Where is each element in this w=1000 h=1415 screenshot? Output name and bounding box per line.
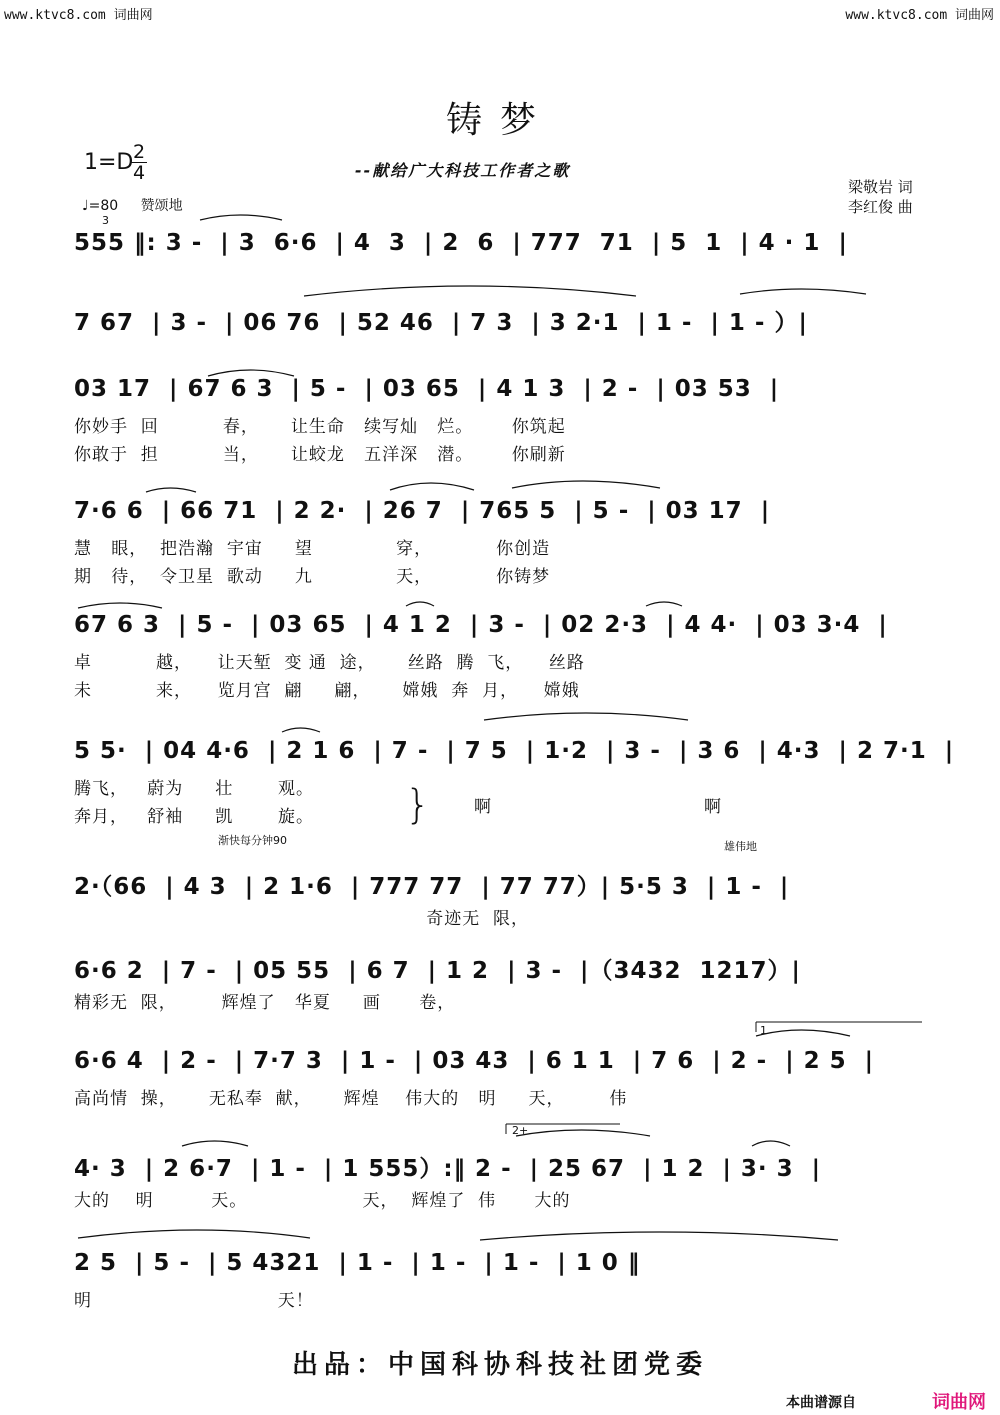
song-title: 铸梦 (445, 100, 554, 141)
site-logo[interactable]: 词曲网 (932, 1392, 986, 1413)
lyrics-line-6a: 腾飞， 蔚为 壮 观。 (74, 779, 315, 799)
lyrics-line-3a: 你妙手 回 春， 让生命 续写灿 烂。 你筑起 (74, 417, 566, 437)
brace: } (405, 782, 431, 828)
lyrics-line-9: 高尚情 操， 无私奉 献， 辉煌 伟大的 明 天， 伟 (74, 1089, 628, 1109)
volta-1: 1 (760, 1024, 767, 1037)
expression: 赞颂地 (140, 198, 183, 214)
lyrics-line-7: 奇迹无 限， (74, 909, 530, 929)
source-label: 本曲谱源自 (786, 1395, 856, 1411)
interjection-1: 啊 (474, 797, 492, 817)
majestic-mark: 雄伟地 (724, 840, 757, 853)
triplet-mark: 3 (102, 214, 109, 227)
tempo-mark: ♩=80 (82, 198, 119, 214)
composer: 李红俊 曲 (848, 198, 913, 216)
time-bottom: 4 (132, 162, 146, 184)
lyrics-line-5b: 未 来， 览月宫 翩 翩， 嫦娥 奔 月， 嫦娥 (74, 681, 580, 701)
score-line-4: 7·6 6 | 66 71 | 2 2· | 26 7 | 765 5 | 5 - | 03 17 | (74, 498, 771, 524)
lyrics-line-11: 明 天！ (74, 1291, 314, 1311)
score-line-2: 7 67 | 3 - | 06 76 | 52 46 | 7 3 | 3 2·1 | 1 - | 1 - ）| (74, 310, 808, 336)
watermark-left: www.ktvc8.com 词曲网 (4, 8, 153, 23)
lyrics-line-10: 大的 明 天。 天， 辉煌了 伟 大的 (74, 1191, 571, 1211)
lyrics-line-5a: 卓 越， 让天堑 变 通 途， 丝路 腾 飞， 丝路 (74, 653, 585, 673)
lyrics-line-4b: 期 待， 令卫星 歌动 九 天， 你铸梦 (74, 567, 551, 587)
volta-2: 2+ (512, 1124, 529, 1137)
interjection-2: 啊 (704, 797, 722, 817)
accel-mark: 渐快每分钟90 (218, 834, 287, 847)
time-top: 2 (132, 141, 146, 163)
score-line-11: 2 5 | 5 - | 5 4321 | 1 - | 1 - | 1 - | 1 0 ‖ (74, 1250, 641, 1276)
subtitle: --献给广大科技工作者之歌 (355, 161, 571, 180)
key-signature: 1=D (84, 150, 134, 175)
score-line-6: 5 5· | 04 4·6 | 2 1 6 | 7 - | 7 5 | 1·2 | 3 - | 3 6 | 4·3 | 2 7·1 | (74, 738, 955, 764)
score-line-5: 67 6 3 | 5 - | 03 65 | 4 1 2 | 3 - | 02 2·3 | 4 4· | 03 3·4 | (74, 612, 888, 638)
lyricist: 梁敬岩 词 (848, 178, 913, 196)
lyrics-line-8: 精彩无 限， 辉煌了 华夏 画 卷， (74, 993, 456, 1013)
score-line-7: 2·（66 | 4 3 | 2 1·6 | 777 77 | 77 77）| 5·5 3 | 1 - | (74, 874, 790, 900)
score-line-3: 03 17 | 67 6 3 | 5 - | 03 65 | 4 1 3 | 2 - | 03 53 | (74, 376, 780, 402)
score-line-9: 6·6 4 | 2 - | 7·7 3 | 1 - | 03 43 | 6 1 1 | 7 6 | 2 - | 2 5 | (74, 1048, 875, 1074)
lyrics-line-4a: 慧 眼， 把浩瀚 宇宙 望 穿， 你创造 (74, 539, 551, 559)
footer-credit: 出品：中国科协科技社团党委 (291, 1350, 708, 1380)
score-line-10: 4· 3 | 2 6·7 | 1 - | 1 555）:‖ 2 - | 25 67 | 1 2 | 3· 3 | (74, 1156, 822, 1182)
lyrics-line-3b: 你敢于 担 当， 让蛟龙 五洋深 潜。 你刷新 (74, 445, 566, 465)
score-line-8: 6·6 2 | 7 - | 05 55 | 6 7 | 1 2 | 3 - |（3432 1217）| (74, 958, 801, 984)
lyrics-line-6b: 奔月， 舒袖 凯 旋。 (74, 807, 315, 827)
score-line-1: 555 ‖: 3 - | 3 6·6 | 4 3 | 2 6 | 777 71 | 5 1 | 4 · 1 | (74, 230, 848, 256)
watermark-right: www.ktvc8.com 词曲网 (845, 8, 994, 23)
